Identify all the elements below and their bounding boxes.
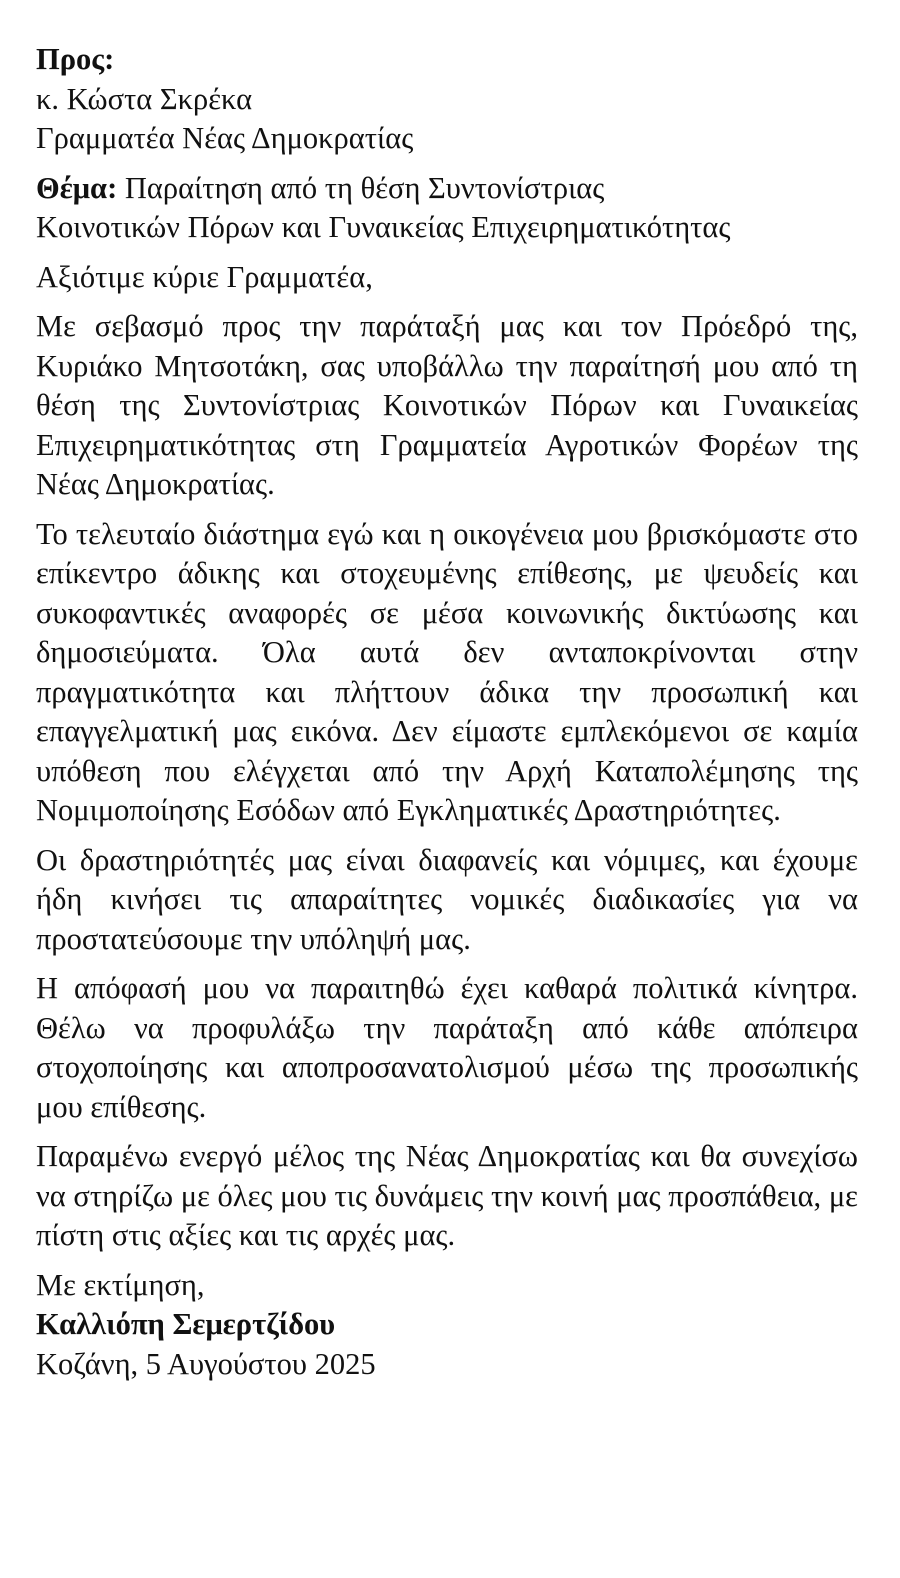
subject-line-1 bbox=[36, 169, 858, 209]
subject-block bbox=[36, 169, 858, 248]
recipient-block bbox=[36, 40, 858, 159]
resignation-letter bbox=[36, 40, 858, 1384]
recipient-label: Προς: bbox=[36, 42, 115, 76]
place-date: Κοζάνη, 5 Αυγούστου 2025 bbox=[36, 1346, 376, 1381]
paragraph-2: Το τελευταίο διάστημα εγώ και η οικογένεια μου βρισκόμαστε στο επίκεντρο άδικης και στοχευμένης επίθεσης, με ψευδείς και συκοφαντικές αναφορές σε μέσα κοινωνικής δικτύωσης και δημοσιεύματα. Όλα αυτά δεν ανταποκρίνονται στην πραγματικότητα και πλήττουν άδικα την προσωπική και επαγγελματική μας εικόνα. Δεν είμαστε εμπλεκόμενοι σε καμία υπόθεση που ελέγχεται από την Αρχή Καταπολέμησης της Νομιμοποίησης Εσόδων από Εγκληματικές Δραστηριότητες. bbox=[36, 516, 858, 827]
recipient-title: Γραμματέα Νέας Δημοκρατίας bbox=[36, 121, 414, 155]
subject-label: Θέμα: bbox=[36, 170, 118, 205]
subject-text-1: Παραίτηση από τη θέση Συντονίστριας bbox=[124, 170, 605, 205]
salutation: Αξιότιμε κύριε Γραμματέα, bbox=[36, 259, 373, 294]
paragraph-4: Η απόφασή μου να παραιτηθώ έχει καθαρά πολιτικά κίνητρα. Θέλω να προφυλάξω την παράταξη από κάθε απόπειρα στοχοποίησης και αποπροσανατολισμού μέσω της προσωπικής μου επίθεσης. bbox=[36, 971, 858, 1124]
subject-text-2: Κοινοτικών Πόρων και Γυναικείας Επιχειρηματικότητας bbox=[36, 210, 731, 244]
signature-block bbox=[36, 1266, 858, 1385]
closing: Με εκτίμηση, bbox=[36, 1267, 205, 1302]
paragraph-3: Οι δραστηριότητές μας είναι διαφανείς και νόμιμες, και έχουμε ήδη κινήσει τις απαραίτητες νομικές διαδικασίες για να προστατεύσουμε την υπόληψή μας. bbox=[36, 842, 858, 956]
signature-name: Καλλιόπη Σεμερτζίδου bbox=[36, 1307, 336, 1341]
paragraph-5: Παραμένω ενεργό μέλος της Νέας Δημοκρατίας και θα συνεχίσω να στηρίζω με όλες μου τις δυνάμεις την κοινή μας προσπάθεια, με πίστη στις αξίες και τις αρχές μας. bbox=[36, 1139, 858, 1252]
paragraph-1: Με σεβασμό προς την παράταξή μας και τον Πρόεδρό της, Κυριάκο Μητσοτάκη, σας υποβάλλω την παραίτησή μου από τη θέση της Συντονίστριας Κοινοτικών Πόρων και Γυναικείας Επιχειρηματικότητας στη Γραμματεία Αγροτικών Φορέων της Νέας Δημοκρατίας. bbox=[36, 309, 858, 501]
recipient-name: κ. Κώστα Σκρέκα bbox=[36, 81, 253, 116]
